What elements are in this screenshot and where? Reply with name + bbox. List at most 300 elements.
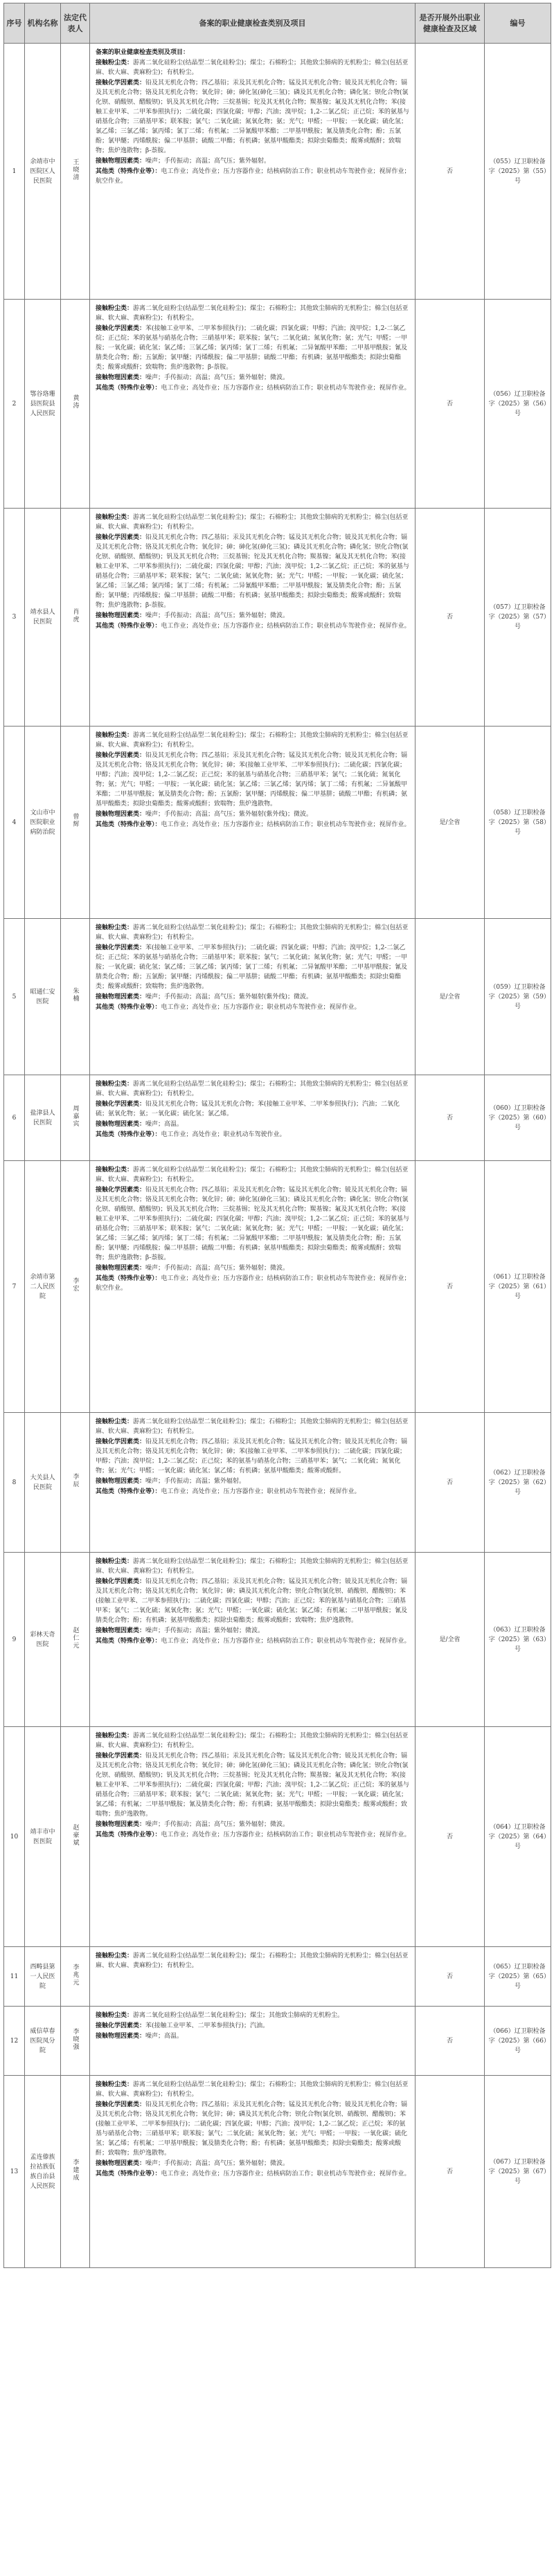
dust-line [96,731,411,750]
org-name: 孟连傣族拉祜族佤族自治县人民医院 [30,2153,55,2190]
rep-cell [61,1413,90,1553]
org-cell [25,1075,61,1161]
other-label: 其他类（特殊作业等）： [96,1488,161,1495]
phys-value: 噪声；手传振动；高温；高气压；紫外辐射；微波。 [145,1265,289,1272]
rep-cell [61,1075,90,1161]
items-cell [90,1553,416,1727]
dust-line [96,513,411,532]
seq-cell [4,2007,25,2076]
other-line [96,1830,411,1840]
code-cell [485,1727,551,1947]
phys-line [96,1820,411,1829]
outreach-cell [416,919,485,1075]
header-seq: 序号 [4,3,25,44]
other-value: 电工作业；高处作业；压力容器作业；结核病防治工作；职业机动车驾驶作业；视屏作业。 [161,821,411,828]
legal-representative: 肖虎 [71,608,79,623]
outreach-cell [416,2007,485,2076]
other-label: 其他类（特殊作业等）： [96,1638,161,1645]
dust-label: 接触粉尘类： [96,1953,134,1960]
chem-label: 接触化学因素类： [96,944,146,951]
seq-cell [4,919,25,1075]
phys-label: 接触物理因素类： [96,2160,146,2167]
outreach-cell [416,2076,485,2268]
outreach-value: 否 [446,1479,453,1486]
phys-value: 噪声；高温。 [145,1121,184,1128]
org-cell [25,300,61,509]
other-line [96,2169,411,2179]
seq-cell [4,509,25,727]
seq-text: 8 [12,1479,17,1486]
other-value: 电工作业；高处作业；压力容器作业；结核病防治工作；职业机动车驾驶作业；视屏作业；航空作业。 [96,168,411,185]
seq-cell [4,1413,25,1553]
dust-label: 接触粉尘类： [96,305,134,312]
chem-line [96,751,411,809]
chem-label: 接触化学因素类： [96,2101,146,2108]
phys-label: 接触物理因素类： [96,1478,146,1485]
phys-value: 噪声；手传振动；高温；紫外辐射；微波。 [145,1627,265,1634]
other-value: 电工作业；高处作业；压力容器作业；结核病防治工作；职业机动车驾驶作业；视屏作业；航空作业。 [96,1275,411,1292]
seq-text: 3 [12,614,17,621]
code-cell [485,727,551,919]
seq-cell [4,1947,25,2007]
outreach-value: 否 [446,2037,453,2045]
outreach-cell [416,300,485,509]
phys-value: 噪声；手传振动；高温；高气压；紫外辐射(紫外线)；微波。 [145,811,313,818]
org-cell [25,1947,61,2007]
seq-cell [4,1075,25,1161]
intro-text: 备案的职业健康检查类别及项目： [96,49,190,56]
rep-cell [61,919,90,1075]
outreach-cell [416,1413,485,1553]
dust-line [96,1165,411,1185]
header-rep: 法定代表人 [61,3,90,44]
chem-line [96,943,411,992]
chem-value: 铅及其无机化合物；四乙基铅；汞及其无机化合物；锰及其无机化合物；铍及其无机化合物；镉及其无机化合物；铬及其无机化合物；氧化锌；砷；砷化氢(砷化三氢)；磷及其无机化合物；磷化氢；钡化合物(氯化钡、硝酸钡、醋酸钡)；钒及其无机化合物；三烷基锡；铊及其无机化合物；羰基镍；氟及其无机化合物；苯(接触工业甲苯、二甲苯参照执行)；二硫化碳；四氯化碳；甲醇；汽油；溴甲烷；1,2-二氯乙烷；正己烷；苯的氨基与硝基化合物；三硝基甲苯；联苯胺；氯气；二氧化硫；氮氧化物；氨；光气；甲醛；一甲胺；一氧化碳；硫化氢；氯乙烯；三氯乙烯；氯丙烯；氯丁二烯；有机氟；二异氰酸甲苯酯；二甲基甲酰胺；氰及腈类化合物；酚；五氯酚；氯甲醚；丙烯酰胺；偏二甲基肼；硫酸二甲酯；有机磷；氨基甲酸酯类；拟除虫菊酯类；酸雾或酸酐；致喘物；焦炉逸散物；β-萘胺。 [96,534,409,609]
items-cell [90,1075,416,1161]
phys-line [96,1626,411,1636]
dust-value: 游离二氧化硅粉尘(结晶型二氧化硅粉尘)；煤尘；石棉粉尘；其他致尘肺病的无机粉尘；棉尘(包括亚麻、软大麻、黄麻粉尘)；有机粉尘。 [96,1953,409,1969]
legal-representative: 李兆元 [71,1963,79,1986]
chem-label: 接触化学因素类： [96,1753,146,1760]
dust-label: 接触粉尘类： [96,60,134,66]
other-line [96,1636,411,1646]
chem-line [96,1099,411,1119]
registration-code: （056）辽卫职检备字（2025）第（56）号 [488,390,547,417]
phys-label: 接触物理因素类： [96,1821,146,1828]
rep-cell [61,300,90,509]
outreach-value: 否 [446,167,453,175]
other-value: 电工作业；高处作业；压力容器作业；职业机动车驾驶作业；视屏作业。 [161,1488,361,1495]
table-body [4,44,551,2268]
table-header [4,3,551,44]
phys-label: 接触物理因素类： [96,612,146,619]
table-row [4,1075,551,1161]
code-cell [485,1075,551,1161]
rep-cell [61,1947,90,2007]
seq-cell [4,1553,25,1727]
items-cell [90,1161,416,1413]
other-label: 其他类（特殊作业等）： [96,1275,161,1282]
legal-representative: 赵仁元 [71,1626,79,1650]
chem-value: 铅及其无机化合物；四乙基铅；汞及其无机化合物；锰及其无机化合物；铍及其无机化合物；镉及其无机化合物；铬及其无机化合物；氧化锌；砷；砷化氢(砷化三氢)；磷及其无机化合物；磷化氢；钡化合物(氯化钡、硝酸钡、醋酸钡)；钒及其无机化合物；三烷基锡；铊及其无机化合物；羰基镍；氟及其无机化合物；苯(接触工业甲苯、二甲苯参照执行)；二硫化碳；四氯化碳；甲醇；汽油；溴甲烷；1,2-二氯乙烷；正己烷；苯的氨基与硝基化合物；三硝基甲苯；联苯胺；氯气；二氧化硫；氮氧化物；氨；光气；甲醛；一甲胺；一氧化碳；硫化氢；氯乙烯；有机氟；二甲基甲酰胺；氰及腈类化合物；酚；有机磷；氨基甲酸酯类；拟除虫菊酯类；酸雾或酸酐；致喘物；焦炉逸散物。 [96,1753,409,1818]
items-cell [90,2076,416,2268]
rep-cell [61,1553,90,1727]
dust-value: 游离二氧化硅粉尘(结晶型二氧化硅粉尘)；煤尘；石棉粉尘；其他致尘肺病的无机粉尘；棉尘(包括亚麻、软大麻、黄麻粉尘)；有机粉尘。 [96,1167,409,1183]
org-name: 鄂谷珞珊县医院县人民医院 [30,390,55,417]
outreach-cell [416,44,485,300]
table-row [4,2007,551,2076]
dust-value: 游离二氧化硅粉尘(结晶型二氧化硅粉尘)；煤尘；石棉粉尘；其他致尘肺病的无机粉尘；棉尘(包括亚麻、软大麻、黄麻粉尘)；有机粉尘。 [96,2081,409,2098]
seq-text: 11 [10,1973,19,1980]
other-line [96,1130,411,1140]
document-page [3,3,551,2268]
header-code: 编号 [485,3,551,44]
table-row [4,44,551,300]
chem-label: 接触化学因素类： [96,534,146,541]
phys-line [96,1477,411,1486]
dust-value: 游离二氧化硅粉尘(结晶型二氧化硅粉尘)；煤尘；石棉粉尘；其他致尘肺病的无机粉尘；棉尘(包括亚麻、软大麻、黄麻粉尘)；有机粉尘。 [96,305,409,322]
phys-label: 接触物理因素类： [96,994,146,1001]
phys-label: 接触物理因素类： [96,1627,146,1634]
outreach-value: 是/全省 [439,1636,461,1643]
dust-label: 接触粉尘类： [96,1081,134,1088]
org-name: 文山市中医院职业病防治院 [30,809,55,836]
other-label: 其他类（特殊作业等）： [96,168,161,175]
dust-value: 游离二氧化硅粉尘(结晶型二氧化硅粉尘)；煤尘；其他致尘肺病的无机粉尘。 [133,2012,344,2019]
dust-label: 接触粉尘类： [96,514,134,521]
header-items: 备案的职业健康检查类别及项目 [90,3,416,44]
outreach-cell [416,1727,485,1947]
outreach-cell [416,1553,485,1727]
table-row [4,1161,551,1413]
table-row [4,2076,551,2268]
seq-text: 2 [12,400,17,408]
dust-line [96,2080,411,2099]
org-name: 余靖市中医院区人民医院 [30,158,55,185]
outreach-value: 否 [446,2168,453,2175]
chem-label: 接触化学因素类： [96,325,146,332]
phys-line [96,2159,411,2168]
code-cell [485,2076,551,2268]
items-intro [96,48,411,57]
code-cell [485,2007,551,2076]
dust-label: 接触粉尘类： [96,2081,134,2088]
dust-line [96,304,411,323]
other-line [96,621,411,631]
dust-line [96,923,411,942]
rep-cell [61,44,90,300]
seq-text: 12 [10,2037,19,2045]
items-cell [90,1947,416,2007]
phys-value: 噪声；手传振动；高温；高气压；紫外辐射；微波。 [145,2160,289,2167]
chem-label: 接触化学因素类： [96,2022,146,2029]
phys-value: 噪声；手传振动；高温；高气压；紫外辐射；微波。 [145,1821,289,1828]
legal-representative: 黄涛 [71,394,79,410]
phys-label: 接触物理因素类： [96,1121,146,1128]
dust-line [96,1731,411,1751]
seq-cell [4,44,25,300]
items-cell [90,1727,416,1947]
chem-value: 铅及其无机化合物；四乙基铅；汞及其无机化合物；锰及其无机化合物；铍及其无机化合物；镉及其无机化合物；铬及其无机化合物；氧化锌；砷；苯(接触工业甲苯、二甲苯参照执行)；二硫化碳；四氯化碳；甲醇；汽油；溴甲烷；1,2-二氯乙烷；正己烷；苯的氨基与硝基化合物；三硝基甲苯；氯气；二氧化硫；氮氧化物；氨；光气；甲醛；一甲胺；一氧化碳；硫化氢；氯乙烯；三氯乙烯；氯丙烯；氯丁二烯；有机氟；二异氰酸甲苯酯；二甲基甲酰胺；氰及腈类化合物；酚；五氯酚；氯甲醚；丙烯酰胺；偏二甲基肼；硫酸二甲酯；有机磷；氨基甲酸酯类；拟除虫菊酯类；酸雾或酸酐；致喘物；焦炉逸散物。 [96,752,408,807]
table-row [4,919,551,1075]
code-cell [485,44,551,300]
phys-line [96,373,411,383]
legal-representative: 李辰 [71,1473,79,1488]
seq-text: 5 [12,993,17,1001]
registration-code: （062）辽卫职检备字（2025）第（62）号 [488,1469,547,1496]
outreach-value: 否 [446,400,453,408]
outreach-cell [416,1947,485,2007]
registration-code: （064）辽卫职检备字（2025）第（64）号 [488,1823,547,1850]
dust-label: 接触粉尘类： [96,1167,134,1173]
dust-line [96,1417,411,1436]
registration-code: （060）辽卫职检备字（2025）第（60）号 [488,1104,547,1131]
chem-value: 苯(接触工业甲苯、二甲苯参照执行)；汽油。 [145,2022,269,2029]
legal-representative: 周嘉宾 [71,1104,79,1128]
other-value: 电工作业；高处作业；压力容器作业；结核病防治工作；职业机动车驾驶作业；视屏作业。 [161,623,411,630]
registration-code: （058）辽卫职检备字（2025）第（58）号 [488,809,547,836]
rep-cell [61,509,90,727]
other-line [96,1274,411,1293]
org-cell [25,1161,61,1413]
org-cell [25,727,61,919]
dust-value: 游离二氧化硅粉尘(结晶型二氧化硅粉尘)；煤尘；石棉粉尘；其他致尘肺病的无机粉尘；棉尘(包括亚麻、软大麻、黄麻粉尘)；有机粉尘。 [96,514,409,531]
legal-representative: 王晓清 [71,158,79,181]
dust-label: 接触粉尘类： [96,1733,134,1739]
seq-cell [4,1161,25,1413]
chem-line [96,1577,411,1625]
org-cell [25,2076,61,2268]
seq-text: 10 [10,1833,19,1840]
phys-line [96,1120,411,1129]
registry-table [3,3,551,2268]
chem-line [96,2021,411,2031]
registration-code: （063）辽卫职检备字（2025）第（63）号 [488,1626,547,1653]
outreach-value: 是/全省 [439,993,461,1001]
org-cell [25,919,61,1075]
legal-representative: 朱楠 [71,987,79,1003]
chem-line [96,533,411,610]
dust-label: 接触粉尘类： [96,732,134,739]
phys-value: 噪声；手传振动；高温；高气压；紫外辐射；微波。 [145,612,289,619]
outreach-value: 否 [446,1283,453,1290]
items-cell [90,727,416,919]
rep-cell [61,1161,90,1413]
chem-value: 铅及其无机化合物；四乙基铅；汞及其无机化合物；锰及其无机化合物；铍及其无机化合物；镉及其无机化合物；铬及其无机化合物；氧化锌；砷；砷化氢(砷化三氢)；磷及其无机化合物；磷化氢；钡化合物(氯化钡、硝酸钡、醋酸钡)；钒及其无机化合物；三烷基锡；铊及其无机化合物；羰基镍；氟及其无机化合物；苯(接触工业甲苯、二甲苯参照执行)；二硫化碳；四氯化碳；甲醇；汽油；溴甲烷；1,2-二氯乙烷；正己烷；苯的氨基与硝基化合物；三硝基甲苯；联苯胺；氯气；二氧化硫；氮氧化物；氨；光气；甲醛；一甲胺；一氧化碳；硫化氢；氯乙烯；三氯乙烯；氯丙烯；氯丁二烯；有机氟；二异氰酸甲苯酯；二甲基甲酰胺；氰及腈类化合物；酚；五氯酚；氯甲醚；丙烯酰胺；偏二甲基肼；硫酸二甲酯；有机磷；氨基甲酸酯类；拟除虫菊酯类；酸雾或酸酐；致喘物；焦炉逸散物；β-萘胺。 [96,80,409,154]
other-value: 电工作业；高处作业；压力容器作业；结核病防治工作；职业机动车驾驶作业；视屏作业。 [161,1831,411,1838]
chem-label: 接触化学因素类： [96,1187,146,1194]
items-cell [90,300,416,509]
phys-label: 接触物理因素类： [96,811,146,818]
code-cell [485,919,551,1075]
dust-value: 游离二氧化硅粉尘(结晶型二氧化硅粉尘)；煤尘；石棉粉尘；其他致尘肺病的无机粉尘；棉尘(包括亚麻、软大麻、黄麻粉尘)；有机粉尘。 [96,732,409,749]
dust-label: 接触粉尘类： [96,2012,134,2019]
phys-value: 噪声；手传振动；高温；紫外辐射。 [145,1478,246,1485]
chem-value: 铅及其无机化合物；锰及其无机化合物；苯(接触工业甲苯、二甲苯参照执行)；汽油；二氧化硫；氨氧化物；氨；一氧化碳；硫化氢；氯乙烯。 [96,1101,400,1117]
header-outreach: 是否开展外出职业健康检查及区域 [416,3,485,44]
chem-label: 接触化学因素类： [96,80,146,86]
org-cell [25,1413,61,1553]
legal-representative: 李晓强 [71,2027,79,2051]
outreach-value: 是/全省 [439,819,461,826]
org-name: 彩林天奇医院 [30,1631,55,1648]
org-name: 余靖市第二人民医院 [30,1273,55,1300]
other-line [96,820,411,830]
rep-cell [61,2007,90,2076]
other-line [96,1003,411,1012]
other-label: 其他类（特殊作业等）： [96,2171,161,2177]
registration-code: （067）辽卫职检备字（2025）第（67）号 [488,2158,547,2185]
seq-text: 6 [12,1114,17,1122]
dust-value: 游离二氧化硅粉尘(结晶型二氧化硅粉尘)；煤尘；石棉粉尘；其他致尘肺病的无机粉尘；棉尘(包括亚麻、软大麻、黄麻粉尘)；有机粉尘。 [96,60,409,76]
registration-code: （066）辽卫职检备字（2025）第（66）号 [488,2027,547,2054]
dust-line [96,1079,411,1099]
phys-value: 噪声；手传振动；高温；高气压；紫外辐射；微波。 [145,374,289,381]
outreach-value: 否 [446,614,453,621]
dust-line [96,1951,411,1971]
chem-value: 铅及其无机化合物；四乙基铅；汞及其无机化合物；锰及其无机化合物；铍及其无机化合物；镉及其无机化合物；铬及其无机化合物；氧化锌；砷；苯(接触工业甲苯、二甲苯参照执行)；二硫化碳；四氯化碳；甲醇；汽油；溴甲烷；1,2-二氯乙烷；正己烷；苯的氨基与硝基化合物；三硝基甲苯；氯气；二氧化硫；氮氧化物；氨；光气；甲醛；一氧化碳；硫化氢；氯乙烯；有机磷；氨基甲酸酯类；酸雾或酸酐。 [96,1438,408,1474]
table-row [4,727,551,919]
table-row [4,509,551,727]
chem-label: 接触化学因素类： [96,1438,146,1445]
chem-line [96,1437,411,1476]
other-value: 电工作业；高处作业；压力容器作业；结核病防治工作；职业机动车驾驶作业；视屏作业。 [161,2171,411,2177]
other-line [96,383,411,393]
phys-value: 噪声；高温。 [145,2033,184,2040]
code-cell [485,1947,551,2007]
chem-line [96,78,411,156]
chem-value: 苯(接触工业甲苯、二甲苯参照执行)；二硫化碳；四氯化碳；甲醇；汽油；溴甲烷；1,2-二氯乙烷；正己烷；苯的氨基与硝基化合物；三硝基甲苯；联苯胺；氯气；二氧化硫；氮氧化物；氨；光气；甲醛；一甲胺；一氧化碳；硫化氢；氯乙烯；三氯乙烯；氯丙烯；氯丁二烯；有机氟；二异氰酸甲苯酯；二甲基甲酰胺；氰及腈类化合物；酚；五氯酚；氯甲醚；丙烯酰胺；偏二甲基肼；硫酸二甲酯；有机磷；氨基甲酸酯类；拟除虫菊酯类；酸雾或酸酐；致喘物；焦炉逸散物；β-萘胺。 [96,325,408,371]
outreach-value: 否 [446,1973,453,1980]
chem-value: 铅及其无机化合物；四乙基铅；汞及其无机化合物；锰及其无机化合物；铍及其无机化合物；镉及其无机化合物；铬及其无机化合物；氧化锌；砷；磷及其无机化合物；钡化合物(氯化钡、硝酸钡、醋酸钡)；苯(接触工业甲苯、二甲苯参照执行)；二硫化碳；四氯化碳；甲醇；汽油；正己烷；苯的氨基与硝基化合物；三硝基甲苯；氯气；二氧化硫；氮氧化物；氨；光气；甲醛；一氧化碳；硫化氢；氯乙烯；有机氟；二甲基甲酰胺；氰及腈类化合物；酚；有机磷；氨基甲酸酯类；拟除虫菊酯类；酸雾或酸酐；致喘物；焦炉逸散物。 [96,1578,408,1624]
seq-text: 13 [10,2168,19,2175]
other-value: 电工作业；高处作业；职业机动车驾驶作业。 [161,1131,286,1138]
code-cell [485,1553,551,1727]
chem-value: 铅及其无机化合物；四乙基铅；汞及其无机化合物；锰及其无机化合物；铍及其无机化合物；镉及其无机化合物；铬及其无机化合物；氧化锌；砷；砷化氢(砷化三氢)；磷及其无机化合物；磷化氢；钡化合物(氯化钡、硝酸钡、醋酸钡)；钒及其无机化合物；三烷基锡；铊及其无机化合物；羰基镍；氟及其无机化合物；苯(接触工业甲苯、二甲苯参照执行)；二硫化碳；四氯化碳；甲醇；汽油；溴甲烷；1,2-二氯乙烷；正己烷；苯的氨基与硝基化合物；三硝基甲苯；联苯胺；氯气；二氧化硫；氮氧化物；氨；光气；甲醛；一甲胺；一氧化碳；硫化氢；氯乙烯；三氯乙烯；氯丙烯；氯丁二烯；有机氟；二异氰酸甲苯酯；二甲基甲酰胺；氰及腈类化合物；酚；五氯酚；氯甲醚；丙烯酰胺；偏二甲基肼；硫酸二甲酯；有机磷；氨基甲酸酯类；拟除虫菊酯类；酸雾或酸酐；致喘物；焦炉逸散物；β-萘胺。 [96,1187,409,1261]
other-label: 其他类（特殊作业等）： [96,1004,161,1011]
legal-representative: 曾辉 [71,813,79,828]
chem-line [96,2100,411,2158]
outreach-cell [416,1161,485,1413]
phys-line [96,156,411,166]
org-cell [25,44,61,300]
dust-line [96,58,411,77]
seq-cell [4,2076,25,2268]
items-cell [90,44,416,300]
items-cell [90,919,416,1075]
dust-value: 游离二氧化硅粉尘(结晶型二氧化硅粉尘)；煤尘；石棉粉尘；其他致尘肺病的无机粉尘；棉尘(包括亚麻、软大麻、黄麻粉尘)；有机粉尘。 [96,1418,409,1435]
other-label: 其他类（特殊作业等）： [96,385,161,392]
org-cell [25,2007,61,2076]
seq-text: 1 [12,167,17,175]
seq-cell [4,300,25,509]
phys-value: 噪声；手传振动；高温；高气压；紫外辐射(紫外线)；微波。 [145,994,313,1001]
other-value: 电工作业；高处作业；压力容器作业；职业机动车驾驶作业；视屏作业。 [161,1004,361,1011]
other-value: 电工作业；高处作业；压力容器作业；结核病防治工作；职业机动车驾驶作业；视屏作业。 [161,385,411,392]
other-label: 其他类（特殊作业等）： [96,821,161,828]
chem-line [96,324,411,372]
items-cell [90,2007,416,2076]
seq-cell [4,1727,25,1947]
dust-value: 游离二氧化硅粉尘(结晶型二氧化硅粉尘)；煤尘；石棉粉尘；其他致尘肺病的无机粉尘；棉尘(包括亚麻、软大麻、黄麻粉尘)；有机粉尘。 [96,1081,409,1097]
org-name: 盐津县人民医院 [30,1109,55,1126]
other-line [96,1487,411,1497]
table-row [4,300,551,509]
registration-code: （057）辽卫职检备字（2025）第（57）号 [488,604,547,630]
chem-label: 接触化学因素类： [96,1578,146,1585]
dust-line [96,2011,411,2020]
code-cell [485,1161,551,1413]
other-label: 其他类（特殊作业等）： [96,623,161,630]
items-cell [90,509,416,727]
other-label: 其他类（特殊作业等）： [96,1131,161,1138]
registration-code: （055）辽卫职检备字（2025）第（55）号 [488,158,547,185]
outreach-cell [416,509,485,727]
phys-line [96,2031,411,2041]
dust-label: 接触粉尘类： [96,1418,134,1425]
phys-line [96,1263,411,1273]
code-cell [485,300,551,509]
phys-line [96,810,411,819]
rep-cell [61,2076,90,2268]
dust-value: 游离二氧化硅粉尘(结晶型二氧化硅粉尘)；煤尘；石棉粉尘；其他致尘肺病的无机粉尘；棉尘(包括亚麻、软大麻、黄麻粉尘)；有机粉尘。 [96,1558,409,1575]
registration-code: （059）辽卫职检备字（2025）第（59）号 [488,983,547,1010]
dust-value: 游离二氧化硅粉尘(结晶型二氧化硅粉尘)；煤尘；石棉粉尘；其他致尘肺病的无机粉尘；棉尘(包括亚麻、软大麻、黄麻粉尘)；有机粉尘。 [96,1733,409,1749]
chem-line [96,1751,411,1819]
phys-value: 噪声；手传振动；高温；高气压；紫外辐射。 [145,158,271,165]
phys-label: 接触物理因素类： [96,2033,146,2040]
legal-representative: 李建成 [71,2158,79,2182]
outreach-value: 否 [446,1114,453,1122]
legal-representative: 李宏 [71,1277,79,1292]
code-cell [485,509,551,727]
chem-value: 铅及其无机化合物；四乙基铅；汞及其无机化合物；锰及其无机化合物；铍及其无机化合物；镉及其无机化合物；铬及其无机化合物；氧化锌；砷；磷及其无机化合物；钡化合物(氯化钡、硝酸钡、醋酸钡)；苯(接触工业甲苯、二甲苯参照执行)；二硫化碳；四氯化碳；甲醇；汽油；溴甲烷；1,2-二氯乙烷；正己烷；苯的氨基与硝基化合物；三硝基甲苯；联苯胺；氯气；二氧化硫；氮氧化物；氨；光气；甲醛；一甲胺；一氧化碳；硫化氢；氯乙烯；有机氟；二甲基甲酰胺；氰及腈类化合物；酚；有机磷；氨基甲酸酯类；拟除虫菊酯类；酸雾或酸酐；致喘物；焦炉逸散物。 [96,2101,408,2157]
phys-label: 接触物理因素类： [96,158,146,165]
dust-label: 接触粉尘类： [96,924,134,931]
rep-cell [61,1727,90,1947]
items-cell [90,1413,416,1553]
dust-label: 接触粉尘类： [96,1558,134,1565]
org-cell [25,1727,61,1947]
outreach-cell [416,727,485,919]
outreach-value: 否 [446,1833,453,1840]
other-label: 其他类（特殊作业等）： [96,1831,161,1838]
table-row [4,1727,551,1947]
org-name: 威信草春医院凤分院 [30,2027,55,2054]
other-value: 电工作业；高处作业；压力容器作业；结核病防治工作；职业机动车驾驶作业；视屏作业。 [161,1638,411,1645]
table-row [4,1413,551,1553]
org-name: 靖水县人民医院 [30,609,55,625]
org-name: 靖丰市中医医院 [30,1828,55,1845]
outreach-cell [416,1075,485,1161]
seq-text: 4 [12,819,17,826]
chem-label: 接触化学因素类： [96,752,146,759]
chem-line [96,1185,411,1263]
seq-text: 7 [12,1283,17,1290]
phys-line [96,992,411,1002]
dust-value: 游离二氧化硅粉尘(结晶型二氧化硅粉尘)；煤尘；石棉粉尘；其他致尘肺病的无机粉尘；棉尘(包括亚麻、软大麻、黄麻粉尘)；有机粉尘。 [96,924,409,941]
org-cell [25,1553,61,1727]
legal-representative: 赵豪斌 [71,1823,79,1847]
table-row [4,1947,551,2007]
header-org: 机构名称 [25,3,61,44]
org-name: 昭通仁安医院 [30,988,55,1005]
registration-code: （061）辽卫职检备字（2025）第（61）号 [488,1273,547,1300]
chem-label: 接触化学因素类： [96,1101,146,1108]
org-name: 西畴县第一人民医院 [30,1963,55,1990]
rep-cell [61,727,90,919]
phys-line [96,611,411,621]
